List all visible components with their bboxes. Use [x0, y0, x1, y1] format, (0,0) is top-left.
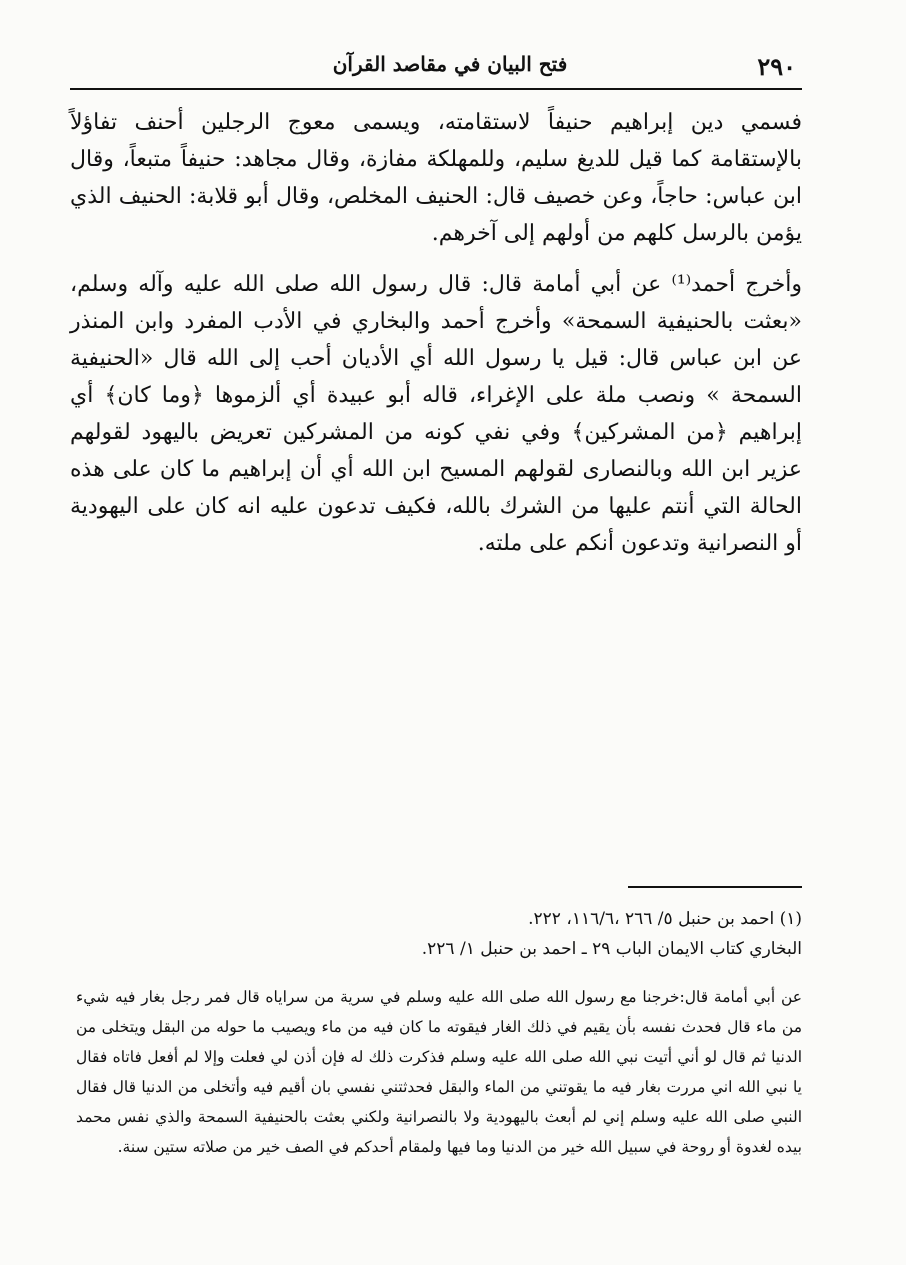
footnote-paragraph: عن أبي أمامة قال:خرجنا مع رسول الله صلى الله عليه وسلم في سرية من سراياه قال فمر رجل بغار فيه شيء من ماء قال فحدث نفسه بأن يقيم في ذلك الغار فيقوته ما كان فيه من ماء ويصيب ما حوله من البقل ويتخلى من الدنيا ثم قال لو أني أتيت نبي الله صلى الله عليه وسلم فذكرت ذلك له فإن أذن لي فعلت وإلا لم أفعل فاتاه فقال يا نبي الله اني مررت بغار فيه ما يقوتني من الماء والبقل فحدثتني نفسي بان أقيم فيه وأتخلى من الدنيا قال فقال النبي صلى الله عليه وسلم إني لم أبعث باليهودية ولا بالنصرانية ولكني بعثت بالحنيفية السمحة والذي نفس محمد بيده لغدوة أو روحة في سبيل الله خير من الدنيا وما فيها ولمقام أحدكم في الصف خير من صلاته ستين سنة.: [76, 988, 802, 1156]
footnotes: [70, 904, 802, 964]
footnote-line: (١) احمد بن حنبل ٥/ ٢٦٦ ،١١٦/٦، ٢٢٢.: [528, 909, 802, 929]
paragraph: وأخرج أحمد⁽¹⁾ عن أبي أمامة قال: قال رسول الله صلى الله عليه وآله وسلم، «بعثت بالحنيفية السمحة» وأخرج أحمد والبخاري في الأدب المفرد وابن المنذر عن ابن عباس قال: قيل يا رسول الله أي الأديان أحب إلى الله قال «الحنيفية السمحة » ونصب ملة على الإغراء، قاله أبو عبيدة أي ألزموها ﴿وما كان﴾ أي إبراهيم ﴿من المشركين﴾ وفي نفي كونه من المشركين تعريض باليهود لقولهم عزير ابن الله وبالنصارى لقولهم المسيح ابن الله أي أن إبراهيم ما كان على هذه الحالة التي أنتم عليها من الشرك بالله، فكيف تدعون عليه انه كان على اليهودية أو النصرانية وتدعون أنكم على ملته.: [70, 272, 802, 556]
page-number: ٢٩٠: [757, 52, 796, 81]
footnote-separator: [628, 886, 802, 888]
main-text: [70, 104, 802, 562]
footnote-hadith-text: [76, 982, 802, 1162]
header-rule: [70, 88, 802, 90]
footnote-line: البخاري كتاب الايمان الباب ٢٩ ـ احمد بن حنبل ١/ ٢٢٦.: [421, 939, 802, 959]
running-title: فتح البيان في مقاصد القرآن: [332, 52, 568, 76]
page-header: [70, 50, 800, 84]
paragraph: فسمي دين إبراهيم حنيفاً لاستقامته، ويسمى معوج الرجلين أحنف تفاؤلاً بالإستقامة كما قيل للديغ سليم، وللمهلكة مفازة، وقال مجاهد: حنيفاً متبعاً، وقال ابن عباس: حاجاً، وعن خصيف قال: الحنيف المخلص، وقال أبو قلابة: الحنيف الذي يؤمن بالرسل كلهم من أولهم إلى آخرهم.: [70, 110, 802, 246]
